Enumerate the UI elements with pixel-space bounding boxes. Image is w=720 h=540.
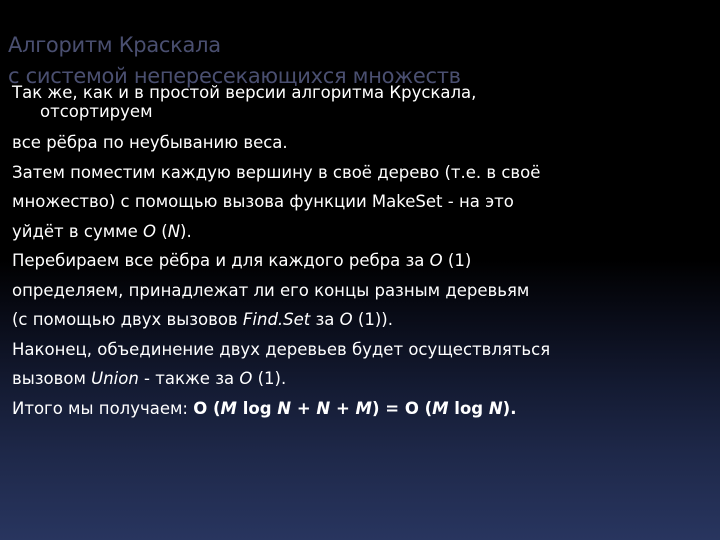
italic-symbol: N (167, 221, 181, 241)
text-segment: Set (415, 192, 443, 211)
paragraph-3-line-1 (12, 246, 712, 276)
text-segment: ). (180, 221, 192, 241)
paragraph-4-line-1: Наконец, объединение двух деревьев будет осуществляться (12, 339, 551, 359)
formula-part: O ( (193, 398, 221, 418)
paragraph-2-line-1: Затем поместим каждую вершину в своё дерево (т.е. в своё (12, 162, 541, 182)
text-segment: уйдёт в сумме (12, 221, 144, 241)
italic-symbol: O (239, 369, 253, 388)
text-segment: за (310, 310, 340, 329)
text-segment: - также за (138, 369, 240, 388)
paragraph-1-line-2: отсортируем (40, 102, 153, 121)
italic-symbol: O (143, 221, 157, 241)
text-segment: (с помощью двух вызовов (12, 310, 243, 329)
formula-variable: M (355, 398, 372, 418)
text-segment: (1). (252, 369, 287, 388)
formula-part: ). (502, 398, 517, 418)
formula-variable: N (277, 398, 292, 418)
paragraph-3-line-2: определяем, принадлежат ли его концы разным деревьям (12, 280, 530, 300)
formula-part: ) = O ( (371, 398, 433, 418)
formula-part: + (291, 398, 317, 418)
formula-part: log (236, 398, 278, 418)
paragraph-3-line-3 (12, 305, 712, 335)
text-segment: (1) (442, 251, 472, 270)
paragraph-5-total (12, 394, 712, 424)
italic-function-name: Find.Set (242, 310, 311, 329)
text-segment: - на это (442, 192, 514, 211)
italic-symbol: O (339, 310, 353, 329)
complexity-formula (193, 399, 516, 418)
italic-function-name: Union (91, 369, 139, 388)
formula-part: + (330, 398, 356, 418)
text-segment: Итого мы получаем: (12, 398, 194, 418)
formula-variable: N (316, 398, 331, 418)
slide-title-line-2: с системой непересекающихся множеств (8, 64, 461, 88)
paragraph-1-line-3: все рёбра по неубыванию веса. (12, 133, 288, 152)
slide-body (12, 83, 712, 423)
text-segment: Перебираем все рёбра и для каждого ребра за (12, 251, 430, 270)
paragraph-1-line-1: Так же, как и в простой версии алгоритма Крускала, (12, 83, 477, 102)
formula-variable: M (432, 398, 449, 418)
slide-title-line-1: Алгоритм Краскала (8, 33, 221, 57)
formula-variable: M (220, 398, 237, 418)
paragraph-4-line-2 (12, 364, 712, 394)
text-segment: ( (156, 221, 168, 241)
paragraph-2-line-2 (12, 187, 712, 217)
text-segment: (1)). (352, 310, 393, 329)
paragraph-2-line-3 (12, 217, 712, 247)
text-segment: вызовом (12, 369, 92, 388)
italic-symbol: O (429, 251, 443, 270)
formula-variable: N (488, 398, 503, 418)
text-segment: множество) с помощью вызова функции Make (12, 192, 416, 211)
formula-part: log (448, 398, 489, 418)
